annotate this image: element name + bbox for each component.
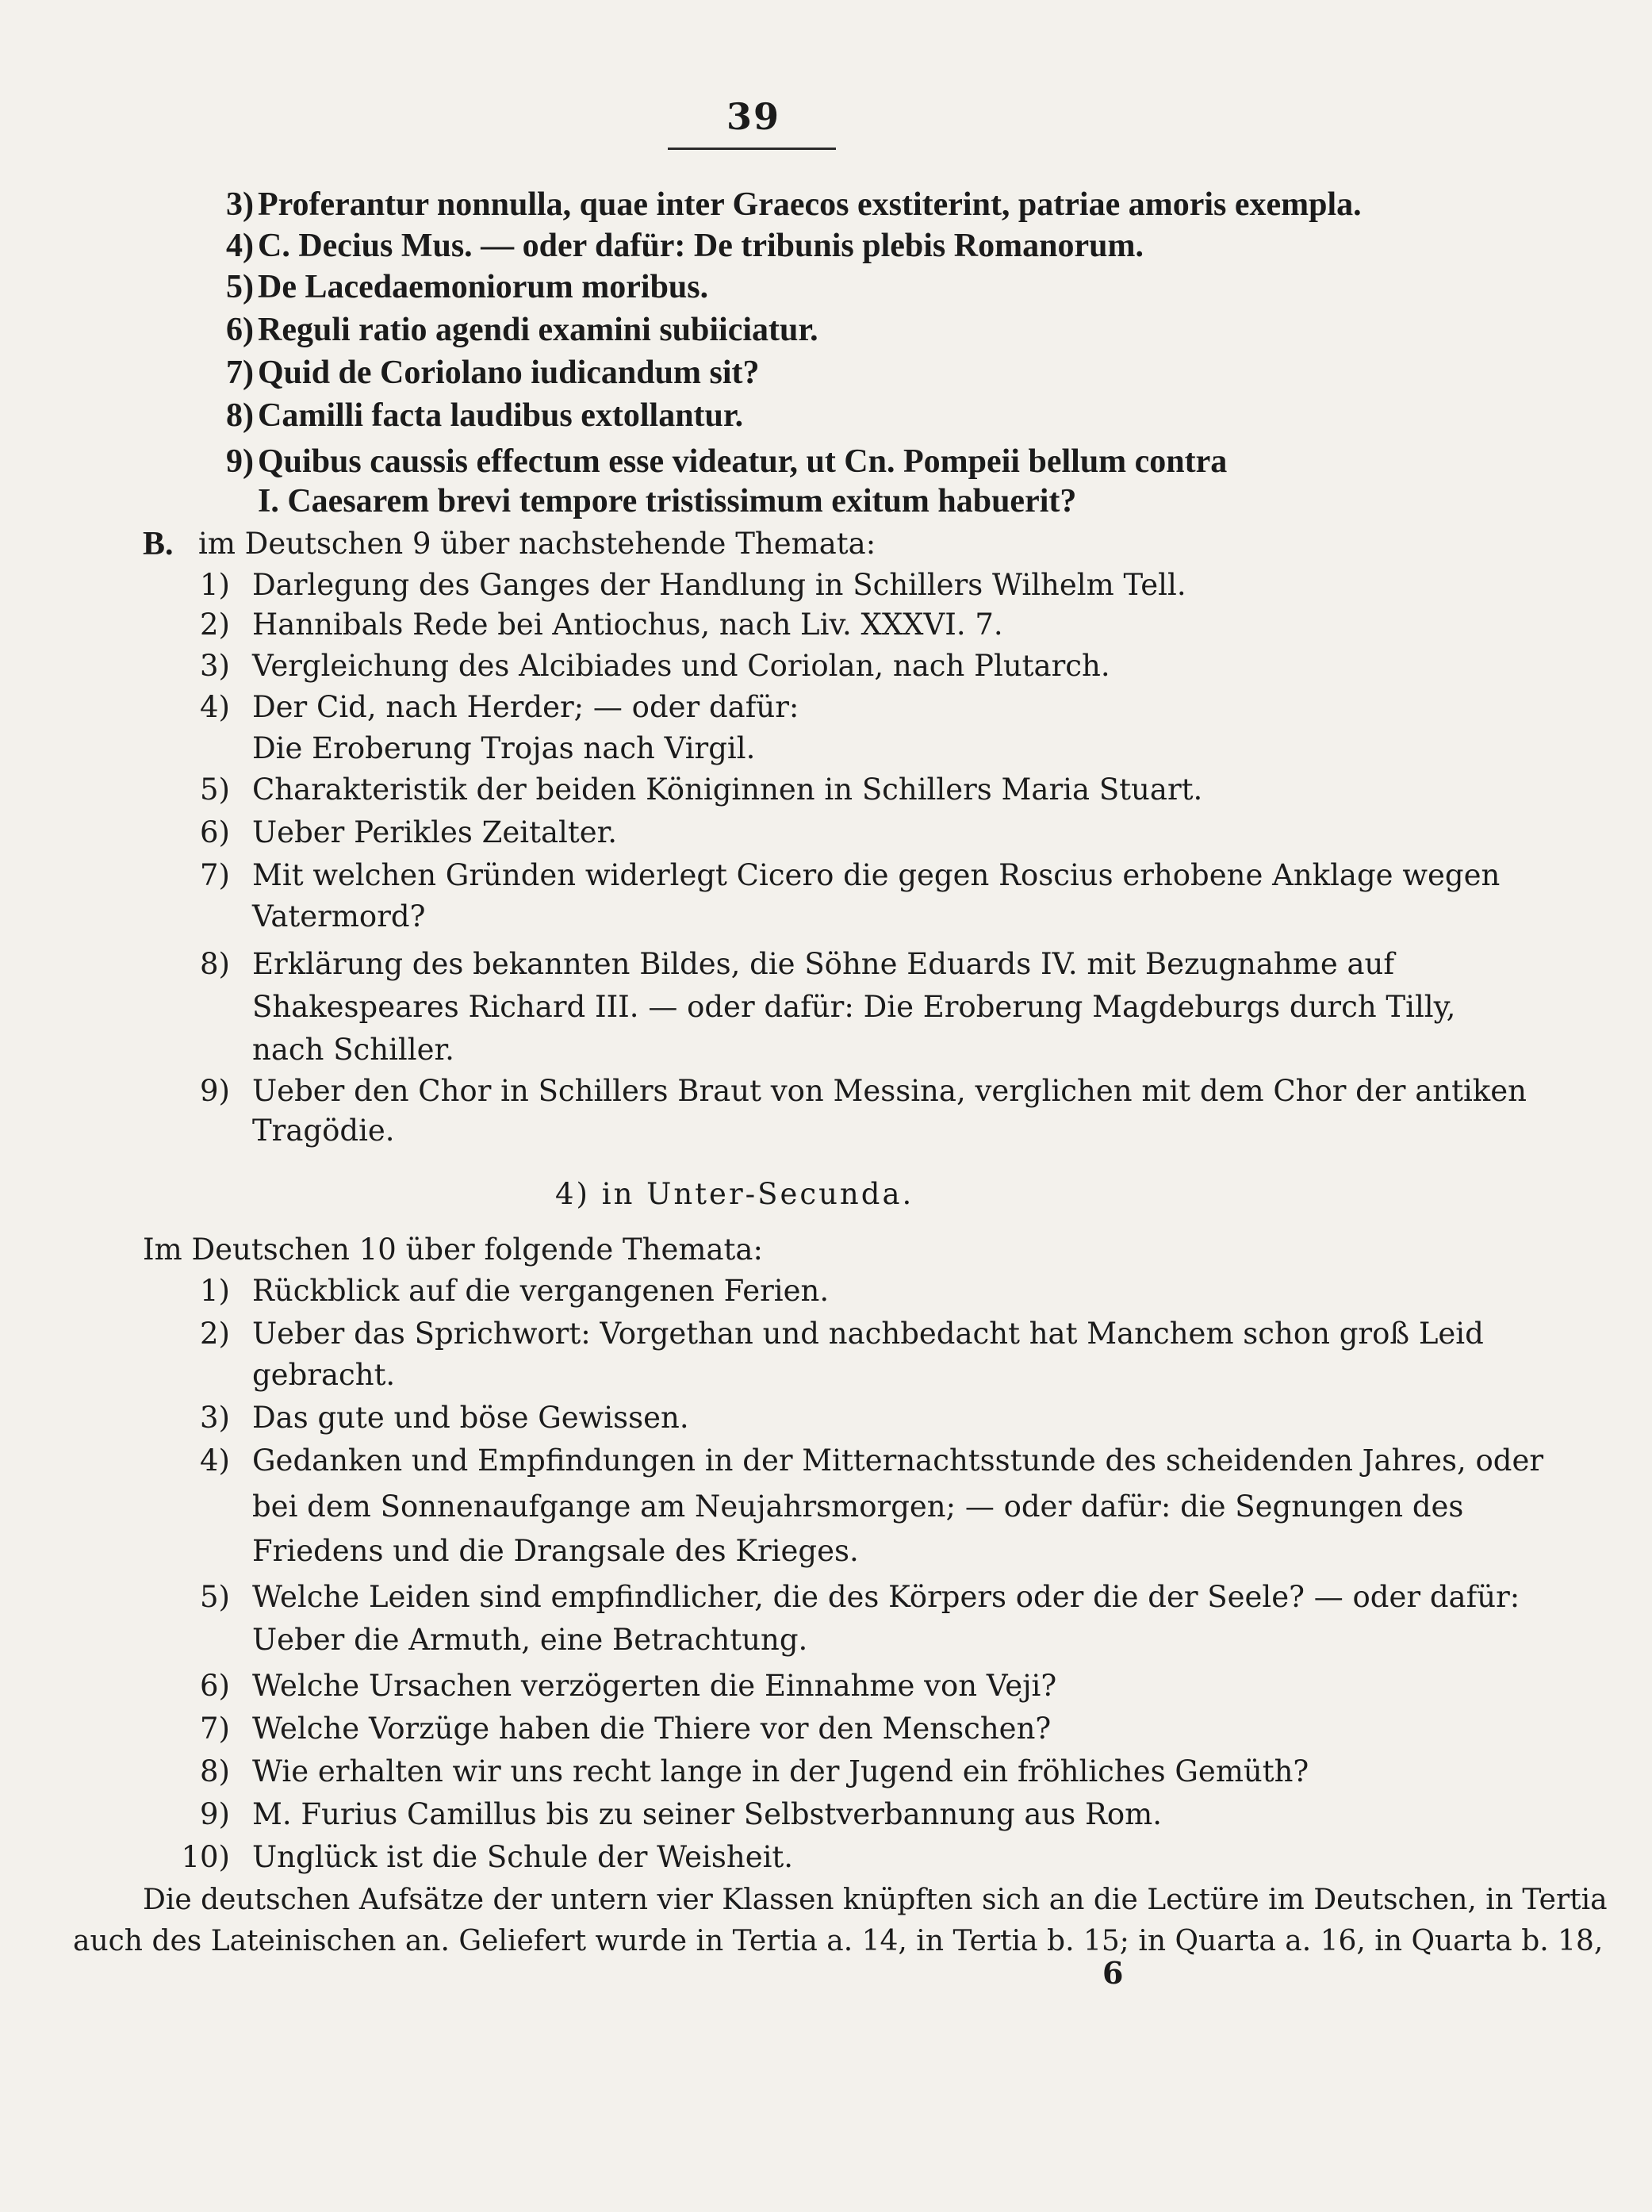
theme-number: 7) bbox=[200, 1712, 230, 1746]
theme-text: Vergleichung des Alcibiades und Coriolan, nach Plutarch. bbox=[252, 649, 1110, 683]
theme-text: Gedanken und Empfindungen in der Mitternachtsstunde des scheidenden Jahres, oder bbox=[252, 1443, 1544, 1478]
theme-number: 3) bbox=[200, 1401, 230, 1435]
latin-item-text: De Lacedaemoniorum moribus. bbox=[258, 269, 709, 305]
theme-text: Wie erhalten wir uns recht lange in der Jugend ein fröhliches Gemüth? bbox=[252, 1754, 1309, 1788]
theme-text: Unglück ist die Schule der Weisheit. bbox=[252, 1840, 794, 1874]
theme-text: Welche Ursachen verzögerten die Einnahme von Veji? bbox=[252, 1669, 1057, 1703]
theme-text: Das gute und böse Gewissen. bbox=[252, 1401, 689, 1435]
section-b-label: B. bbox=[143, 526, 174, 562]
theme-text: Hannibals Rede bei Antiochus, nach Liv. XXXVI. 7. bbox=[252, 608, 1003, 642]
latin-item-number: 6) bbox=[226, 312, 254, 348]
theme-number: 5) bbox=[200, 1580, 230, 1614]
theme-text: Welche Leiden sind empfindlicher, die des Körpers oder die der Seele? — oder dafür: bbox=[252, 1580, 1520, 1614]
page-number: 39 bbox=[726, 95, 780, 138]
theme-number: 9) bbox=[200, 1074, 230, 1108]
theme-text: Ueber Perikles Zeitalter. bbox=[252, 815, 618, 849]
latin-item-text-continued: I. Caesarem brevi tempore tristissimum exitum habuerit? bbox=[258, 483, 1077, 519]
theme-number: 2) bbox=[200, 1317, 230, 1351]
section-4-intro: Im Deutschen 10 über folgende Themata: bbox=[143, 1233, 763, 1267]
theme-text-continued: Ueber die Armuth, eine Betrachtung. bbox=[252, 1623, 808, 1657]
theme-text: Welche Vorzüge haben die Thiere vor den Menschen? bbox=[252, 1712, 1052, 1746]
theme-text: Der Cid, nach Herder; — oder dafür: bbox=[252, 690, 799, 724]
theme-number: 4) bbox=[200, 690, 230, 724]
latin-item-text: Reguli ratio agendi examini subiiciatur. bbox=[258, 312, 818, 348]
latin-item-number: 4) bbox=[226, 228, 254, 264]
theme-number: 9) bbox=[200, 1797, 230, 1831]
header-rule bbox=[668, 148, 836, 150]
theme-text-continued: Die Eroberung Trojas nach Virgil. bbox=[252, 731, 756, 765]
latin-item-text: C. Decius Mus. — oder dafür: De tribunis plebis Romanorum. bbox=[258, 228, 1144, 264]
theme-number: 1) bbox=[200, 1274, 230, 1308]
latin-item-number: 5) bbox=[226, 269, 254, 305]
theme-text: Mit welchen Gründen widerlegt Cicero die gegen Roscius erhobene Anklage wegen bbox=[252, 858, 1501, 892]
theme-text: Erklärung des bekannten Bildes, die Söhne Eduards IV. mit Bezugnahme auf bbox=[252, 947, 1395, 981]
latin-item-text: Quibus caussis effectum esse videatur, ut Cn. Pompeii bellum contra bbox=[258, 443, 1228, 480]
section-b-intro: im Deutschen 9 über nachstehende Themata: bbox=[198, 527, 876, 561]
theme-text: Darlegung des Ganges der Handlung in Schillers Wilhelm Tell. bbox=[252, 568, 1186, 602]
signature-mark: 6 bbox=[1102, 1955, 1124, 1991]
theme-text-continued: Vatermord? bbox=[252, 899, 426, 933]
closing-paragraph-line: auch des Lateinischen an. Geliefert wurde in Tertia a. 14, in Tertia b. 15; in Quarta a. 16, in Quarta b. 18, bbox=[73, 1925, 1604, 1957]
theme-text-continued: Shakespeares Richard III. — oder dafür: Die Eroberung Magdeburgs durch Tilly, bbox=[252, 990, 1456, 1024]
latin-item-number: 7) bbox=[226, 355, 254, 391]
theme-text: Ueber das Sprichwort: Vorgethan und nachbedacht hat Manchem schon groß Leid bbox=[252, 1317, 1484, 1351]
latin-item-text: Quid de Coriolano iudicandum sit? bbox=[258, 355, 760, 391]
theme-number: 3) bbox=[200, 649, 230, 683]
theme-number: 8) bbox=[200, 947, 230, 981]
latin-item-text: Proferantur nonnulla, quae inter Graecos exstiterint, patriae amoris exempla. bbox=[258, 186, 1362, 223]
latin-item-number: 3) bbox=[226, 186, 254, 223]
section-heading: 4) in Unter-Secunda. bbox=[555, 1177, 914, 1211]
theme-text-continued: Tragödie. bbox=[252, 1114, 395, 1148]
theme-text-continued: Friedens und die Drangsale des Krieges. bbox=[252, 1534, 859, 1568]
theme-number: 7) bbox=[200, 858, 230, 892]
closing-paragraph-line: Die deutschen Aufsätze der untern vier Klassen knüpften sich an die Lectüre im Deutschen, in Tertia bbox=[143, 1884, 1608, 1916]
latin-item-number: 8) bbox=[226, 397, 254, 434]
theme-text: Charakteristik der beiden Königinnen in Schillers Maria Stuart. bbox=[252, 772, 1203, 807]
theme-text: Rückblick auf die vergangenen Ferien. bbox=[252, 1274, 830, 1308]
latin-item-number: 9) bbox=[226, 443, 254, 480]
theme-number: 10) bbox=[181, 1840, 230, 1874]
latin-item-text: Camilli facta laudibus extollantur. bbox=[258, 397, 744, 434]
theme-number: 8) bbox=[200, 1754, 230, 1788]
theme-number: 1) bbox=[200, 568, 230, 602]
theme-text-continued: bei dem Sonnenaufgange am Neujahrsmorgen; — oder dafür: die Segnungen des bbox=[252, 1489, 1464, 1524]
theme-number: 2) bbox=[200, 608, 230, 642]
theme-number: 4) bbox=[200, 1443, 230, 1478]
theme-text-continued: gebracht. bbox=[252, 1358, 396, 1392]
theme-number: 6) bbox=[200, 1669, 230, 1703]
theme-text-continued: nach Schiller. bbox=[252, 1033, 454, 1067]
theme-text: M. Furius Camillus bis zu seiner Selbstverbannung aus Rom. bbox=[252, 1797, 1163, 1831]
theme-number: 6) bbox=[200, 815, 230, 849]
theme-number: 5) bbox=[200, 772, 230, 807]
theme-text: Ueber den Chor in Schillers Braut von Messina, verglichen mit dem Chor der antiken bbox=[252, 1074, 1527, 1108]
